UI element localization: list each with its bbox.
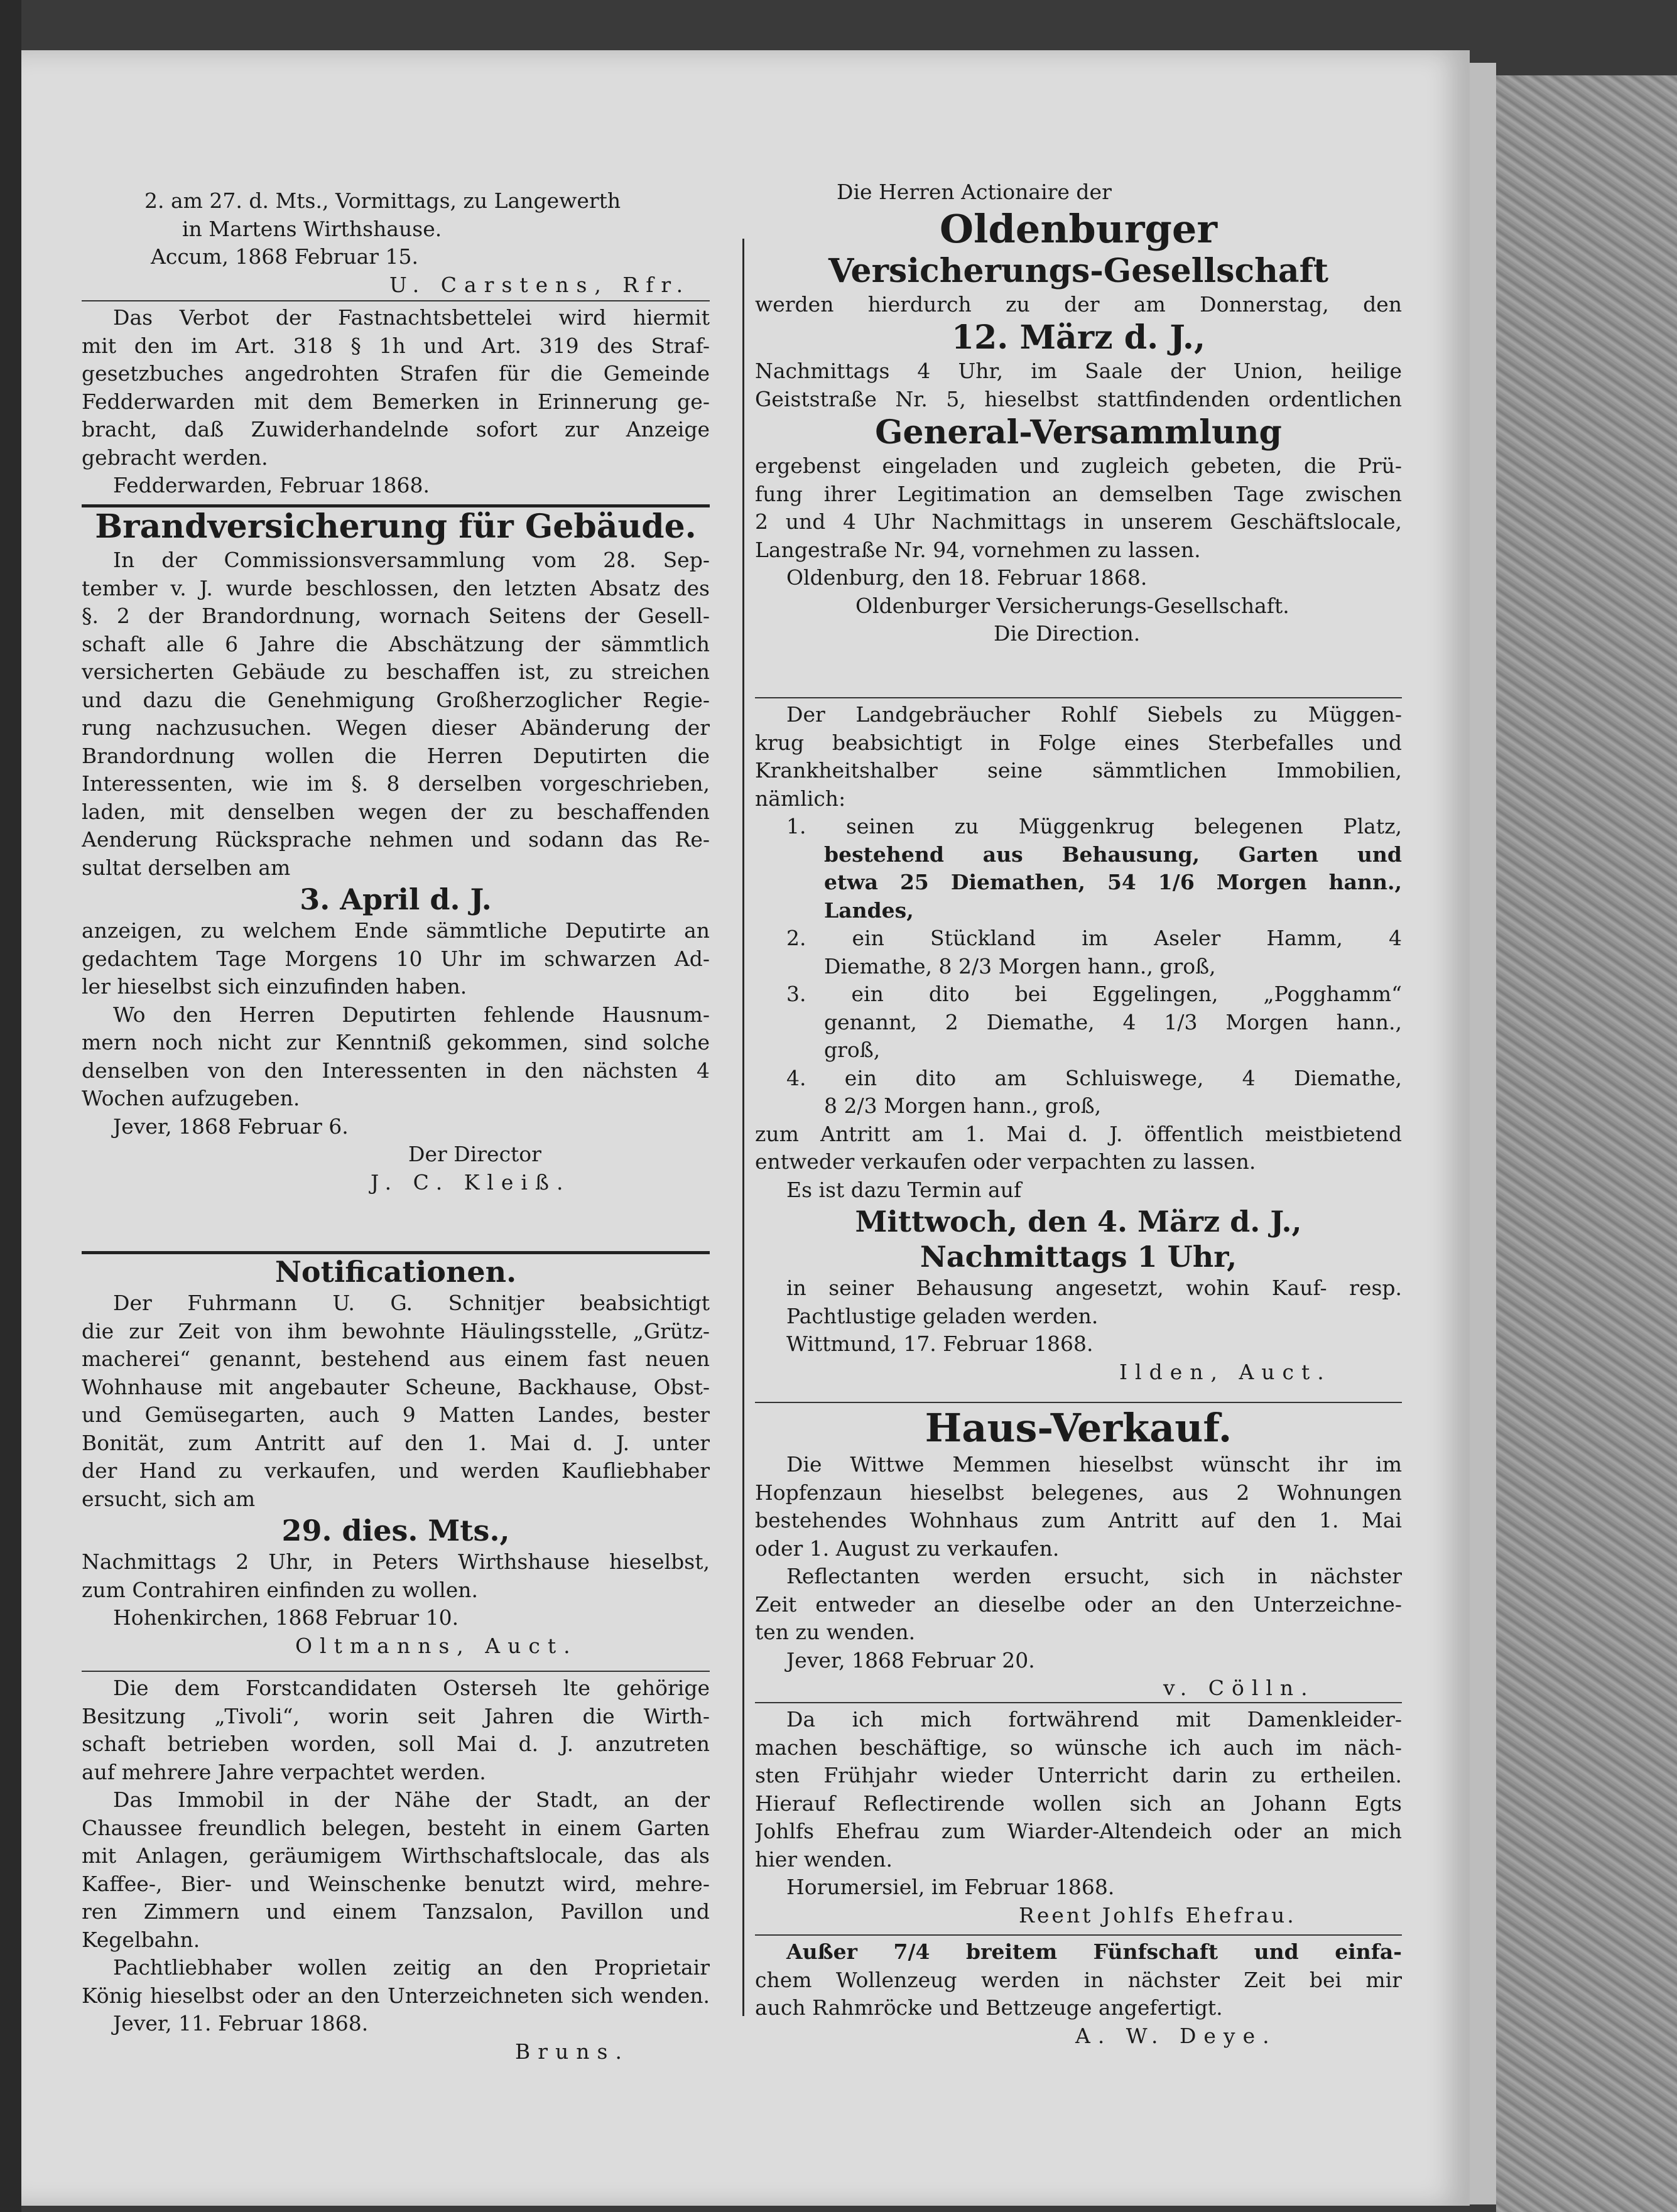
section-rule — [82, 1671, 710, 1672]
highlight-date: Mittwoch, den 4. März d. J., — [855, 1205, 1302, 1239]
text-line: fung ihrer Legitimation an demselben Tage zwischen — [755, 481, 1402, 506]
deye-notice — [755, 1938, 1402, 2050]
text-line: der Hand zu verkaufen, und werden Kaufliebhaber — [82, 1458, 710, 1483]
text-line: die zur Zeit von ihm bewohnte Häulingsstelle, „Grütz- — [82, 1318, 710, 1343]
text-line: Die Wittwe Memmen hieselbst wünscht ihr im — [786, 1452, 1402, 1477]
list-item: 2. ein Stückland im Aseler Hamm, 4 — [786, 926, 1402, 950]
signature: U. Carstens, Rfr. — [389, 272, 691, 297]
text-line: mit den im Art. 318 § 1h und Art. 319 des Straf- — [82, 333, 710, 358]
text-line: oder 1. August zu verkaufen. — [755, 1536, 1060, 1561]
text-line: mern noch nicht zur Kenntniß gekommen, sind solche — [82, 1030, 710, 1054]
text-line: zum Antritt am 1. Mai d. J. öffentlich meistbietend — [755, 1121, 1402, 1146]
date-line: Fedderwarden, Februar 1868. — [113, 473, 430, 497]
text-line: Krankheitshalber seine sämmtlichen Immobilien, — [755, 758, 1402, 783]
highlight-date: 29. dies. Mts., — [281, 1514, 510, 1548]
text-line: in Martens Wirthshause. — [182, 216, 442, 241]
haus-verkauf-notice — [755, 1406, 1402, 1703]
text-line: gebracht werden. — [82, 445, 268, 470]
list-item: 8 2/3 Morgen hann., groß, — [824, 1093, 1102, 1118]
text-line: mit Anlagen, geräumigem Wirthschaftslocale, das als — [82, 1843, 710, 1868]
text-line: anzeigen, zu welchem Ende sämmtliche Deputirte an — [82, 918, 710, 943]
text-line: rung nachzusuchen. Wegen dieser Abänderung der — [82, 715, 710, 740]
date-line: Jever, 11. Februar 1868. — [113, 2011, 369, 2036]
list-item: Diemathe, 8 2/3 Morgen hann., groß, — [824, 953, 1216, 979]
signature: Die Direction. — [994, 621, 1141, 646]
text-line: Chaussee freundlich belegen, besteht in einem Garten — [82, 1815, 710, 1840]
section-rule — [755, 1702, 1402, 1703]
text-line: Aenderung Rücksprache nehmen und sodann das Re- — [82, 827, 710, 852]
brand-notice — [82, 507, 710, 1196]
text-line: macherei“ genannt, bestehend aus einem fast neuen — [82, 1347, 710, 1371]
page-edge — [1470, 63, 1496, 2204]
text-line: ersucht, sich am — [82, 1486, 256, 1511]
section-heading: Notificationen. — [274, 1255, 517, 1289]
text-line: Wo den Herren Deputirten fehlende Hausnum- — [113, 1002, 710, 1027]
signature: v. Cölln. — [1163, 1676, 1315, 1700]
text-line: Da ich mich fortwährend mit Damenkleider- — [786, 1707, 1402, 1732]
list-item: genannt, 2 Diemathe, 4 1/3 Morgen hann., — [824, 1009, 1402, 1034]
text-line: Der Landgebräucher Rohlf Siebels zu Müggen- — [786, 702, 1402, 727]
text-line: Nachmittags 4 Uhr, im Saale der Union, heilige — [755, 359, 1402, 383]
text-line: Nachmittags 2 Uhr, in Peters Wirthshause hieselbst, — [82, 1549, 710, 1574]
text-line: Langestraße Nr. 94, vornehmen zu lassen. — [755, 537, 1201, 562]
text-line: Wochen aufzugeben. — [82, 1086, 300, 1110]
text-line: Pachtlustige geladen werden. — [786, 1303, 1099, 1328]
tivoli-notice — [82, 1674, 710, 2066]
text-line: Fedderwarden mit dem Bemerken in Erinnerung ge- — [82, 389, 710, 414]
text-line: Kaffee-, Bier- und Weinschenke benutzt wird, mehre- — [82, 1871, 710, 1896]
text-line: §. 2 der Brandordnung, wornach Seitens der Gesell- — [82, 604, 710, 628]
text-line: zum Contrahiren einfinden zu wollen. — [82, 1577, 478, 1602]
company-title: Versicherungs-Gesellschaft — [828, 251, 1329, 290]
text-line: gedachtem Tage Morgens 10 Uhr im schwarzen Ad- — [82, 946, 710, 971]
text-line: Außer 7/4 breitem Fünfschaft und einfa- — [786, 1939, 1402, 1964]
text-line: werden hierdurch zu der am Donnerstag, den — [755, 291, 1402, 317]
text-line: Die dem Forstcandidaten Osterseh lte gehörige — [113, 1676, 710, 1700]
text-line: und Gemüsegarten, auch 9 Matten Landes, bester — [82, 1402, 710, 1427]
text-line: Kegelbahn. — [82, 1927, 200, 1952]
text-line: denselben von den Interessenten in den nächsten 4 — [82, 1058, 710, 1083]
text-line: König hieselbst oder an den Unterzeichneten sich wenden. — [82, 1983, 710, 2008]
date-line: Wittmund, 17. Februar 1868. — [786, 1331, 1094, 1356]
text-line: Hopfenzaun hieselbst belegenes, aus 2 Wohnungen — [755, 1480, 1402, 1505]
list-item: 4. ein dito am Schluiswege, 4 Diemathe, — [786, 1065, 1402, 1090]
text-line: bestehendes Wohnhaus zum Antritt auf den 1. Mai — [755, 1508, 1402, 1532]
text-line: chem Wollenzeug werden in nächster Zeit bei mir — [755, 1967, 1402, 1992]
text-line: Hierauf Reflectirende wollen sich an Johann Egts — [755, 1791, 1402, 1816]
notificationen-section — [82, 1254, 710, 1660]
meeting-title: General-Versammlung — [875, 413, 1282, 452]
signature: A. W. Deye. — [1075, 2023, 1277, 2048]
book-spine-shadow — [0, 0, 21, 2212]
text-line: Johlfs Ehefrau zum Wiarder-Altendeich oder an mich — [755, 1819, 1402, 1843]
signature: Reent Johlfs Ehefrau. — [1019, 1902, 1296, 1927]
signature: Oldenburger Versicherungs-Gesellschaft. — [855, 593, 1289, 618]
section-rule — [755, 1934, 1402, 1936]
text-line: Wohnhause mit angebauter Scheune, Backhause, Obst- — [82, 1374, 710, 1399]
list-item: 3. ein dito bei Eggelingen, „Pogghamm“ — [786, 982, 1402, 1006]
text-line: schaft alle 6 Jahre die Abschätzung der sämmtlich — [82, 631, 710, 656]
text-line: Brandordnung wollen die Herren Deputirten die — [82, 743, 710, 768]
date-line: Accum, 1868 Februar 15. — [151, 244, 418, 269]
text-line: sultat derselben am — [82, 855, 291, 880]
list-item: bestehend aus Behausung, Garten und — [824, 842, 1402, 867]
signature: Oltmanns, Auct. — [295, 1633, 578, 1658]
section-heading: Haus-Verkauf. — [925, 1405, 1232, 1451]
text-line: laden, mit denselben wegen der zu beschaffenden — [82, 799, 710, 824]
text-line: Der Fuhrmann U. G. Schnitjer beabsichtigt — [113, 1291, 710, 1315]
highlight-date: Nachmittags 1 Uhr, — [920, 1240, 1237, 1274]
fastnacht-notice — [82, 304, 710, 500]
text-line: ren Zimmern und einem Tanzsalon, Pavillon und — [82, 1899, 710, 1924]
text-line: sten Frühjahr wieder Unterricht darin zu ertheilen. — [755, 1763, 1402, 1787]
highlight-date: 3. April d. J. — [300, 882, 492, 916]
text-line: auch Rahmröcke und Bettzeuge angefertigt. — [755, 1995, 1223, 2020]
section-heading: Brandversicherung für Gebäude. — [95, 507, 697, 546]
signature: J. C. Kleiß. — [371, 1169, 571, 1195]
text-line: Es ist dazu Termin auf — [786, 1177, 1022, 1202]
text-line: auf mehrere Jahre verpachtet werden. — [82, 1759, 486, 1784]
date-line: Oldenburg, den 18. Februar 1868. — [786, 565, 1148, 590]
text-line: 2. am 27. d. Mts., Vormittags, zu Langewerth — [144, 188, 621, 213]
oldenburger-notice — [755, 178, 1402, 648]
company-title: Oldenburger — [940, 205, 1217, 252]
text-line: und dazu die Genehmigung Großherzoglicher Regie- — [82, 687, 710, 712]
text-line: machen beschäftige, so wünsche ich auch im näch- — [755, 1735, 1402, 1760]
text-line: ergebenst eingeladen und zugleich gebeten, die Prü- — [755, 453, 1402, 478]
accum-notice — [82, 187, 710, 299]
text-line: schaft betrieben worden, soll Mai d. J. anzutreten — [82, 1732, 710, 1756]
list-item: etwa 25 Diemathen, 54 1/6 Morgen hann., — [824, 870, 1402, 894]
text-line: tember v. J. wurde beschlossen, den letzten Absatz des — [82, 575, 710, 600]
section-rule — [82, 300, 710, 301]
text-line: in seiner Behausung angesetzt, wohin Kauf- resp. — [786, 1276, 1402, 1300]
text-line: Reflectanten werden ersucht, sich in nächster — [786, 1564, 1402, 1588]
signature: Ilden, Auct. — [1119, 1359, 1332, 1384]
date-line: Horumersiel, im Februar 1868. — [786, 1875, 1115, 1899]
rohlf-notice — [755, 701, 1402, 1386]
text-line: Bonität, zum Antritt auf den 1. Mai d. J. unter — [82, 1430, 710, 1455]
text-line: gesetzbuches angedrohten Strafen für die Gemeinde — [82, 361, 710, 386]
text-line: ler hieselbst sich einzufinden haben. — [82, 974, 467, 999]
text-line: nämlich: — [755, 786, 846, 811]
date-line: Hohenkirchen, 1868 Februar 10. — [113, 1605, 459, 1630]
damenkleider-notice — [755, 1706, 1402, 1929]
section-rule — [755, 1402, 1402, 1403]
date-line: Jever, 1868 Februar 6. — [113, 1114, 349, 1139]
signature-title: Der Director — [408, 1142, 541, 1166]
text-line: Interessenten, wie im §. 8 derselben vorgeschrieben, — [82, 771, 710, 796]
column-divider — [742, 239, 744, 2016]
text-line: In der Commissionsversammlung vom 28. Sep- — [113, 548, 710, 572]
section-rule — [755, 697, 1402, 698]
signature: Bruns. — [515, 2039, 629, 2064]
text-line: bracht, daß Zuwiderhandelnde sofort zur Anzeige — [82, 417, 710, 442]
highlight-date: 12. März d. J., — [951, 318, 1206, 357]
text-line: Geiststraße Nr. 5, hieselbst stattfindenden ordentlichen — [755, 386, 1402, 411]
list-item: groß, — [824, 1038, 881, 1062]
text-line: 2 und 4 Uhr Nachmittags in unserem Geschäftslocale, — [755, 509, 1402, 534]
book-cover-board — [1496, 75, 1677, 2212]
text-line: Zeit entweder an dieselbe oder an den Unterzeichne- — [755, 1591, 1402, 1617]
list-item: 1. seinen zu Müggenkrug belegenen Platz, — [786, 814, 1402, 838]
list-item: Landes, — [824, 897, 914, 923]
text-line: Das Verbot der Fastnachtsbettelei wird hiermit — [113, 305, 710, 330]
text-line: entweder verkaufen oder verpachten zu lassen. — [755, 1149, 1256, 1174]
text-line: Pachtliebhaber wollen zeitig an den Proprietair — [113, 1955, 710, 1980]
date-line: Jever, 1868 Februar 20. — [786, 1647, 1035, 1673]
text-line: hier wenden. — [755, 1846, 893, 1872]
text-line: Das Immobil in der Nähe der Stadt, an der — [113, 1787, 710, 1812]
text-line: ten zu wenden. — [755, 1620, 916, 1644]
text-line: Besitzung „Tivoli“, worin seit Jahren die Wirth- — [82, 1703, 710, 1728]
text-line: Die Herren Actionaire der — [837, 180, 1112, 204]
text-line: versicherten Gebäude zu beschaffen ist, zu streichen — [82, 659, 710, 684]
text-line: krug beabsichtigt in Folge eines Sterbefalles und — [755, 730, 1402, 755]
newspaper-page — [21, 50, 1470, 2206]
